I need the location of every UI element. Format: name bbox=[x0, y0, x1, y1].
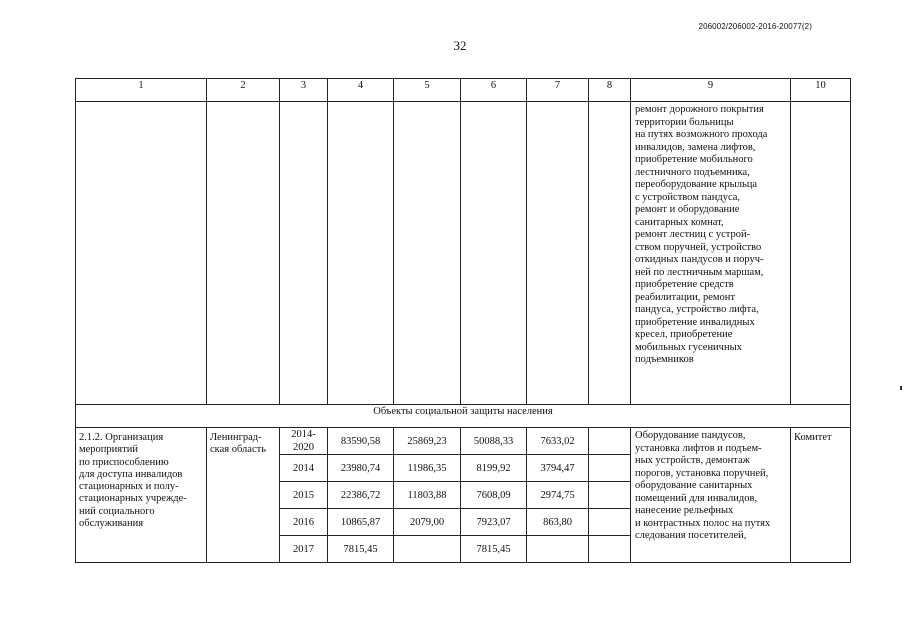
amount-cell: 2079,00 bbox=[394, 509, 461, 536]
table-cell bbox=[791, 102, 851, 405]
section-row bbox=[76, 405, 851, 428]
amount-cell: 7608,09 bbox=[461, 482, 527, 509]
continued-description bbox=[635, 104, 787, 367]
amount-cell bbox=[589, 482, 631, 509]
text-line: обслуживания bbox=[79, 518, 144, 530]
table-cell bbox=[76, 102, 207, 405]
amount-cell bbox=[589, 428, 631, 455]
text-line: приобретение инвалидных bbox=[635, 316, 755, 328]
amount-cell: 11803,88 bbox=[394, 482, 461, 509]
column-header: 10 bbox=[791, 79, 851, 102]
table-cell bbox=[527, 102, 589, 405]
text-line: следования посетителей, bbox=[635, 530, 747, 541]
amount-cell bbox=[394, 536, 461, 563]
data-table bbox=[75, 78, 851, 563]
amount-cell: 8199,92 bbox=[461, 455, 527, 482]
text-line: с устройством пандуса, bbox=[635, 191, 741, 203]
item-description bbox=[635, 430, 787, 543]
text-line: лестничного подъемника, bbox=[635, 166, 750, 178]
text-line: мероприятий bbox=[79, 444, 138, 456]
column-header: 4 bbox=[328, 79, 394, 102]
text-line: откидных пандусов и поруч- bbox=[635, 254, 764, 265]
text-line: на путях возможного прохода bbox=[635, 129, 768, 140]
text-line: санитарных комнат, bbox=[635, 216, 724, 228]
amount-cell: 7815,45 bbox=[328, 536, 394, 563]
amount-cell bbox=[527, 536, 589, 563]
amount-cell: 50088,33 bbox=[461, 428, 527, 455]
item-region bbox=[210, 432, 276, 457]
period-cell: 2016 bbox=[280, 509, 328, 536]
text-line: подъемников bbox=[635, 354, 694, 365]
amount-cell: 2974,75 bbox=[527, 482, 589, 509]
text-line: кресел, приобретение bbox=[635, 329, 733, 340]
column-header: 3 bbox=[280, 79, 328, 102]
text-line: приобретение мобильного bbox=[635, 154, 753, 165]
table-cell bbox=[207, 102, 280, 405]
period-cell: 2015 bbox=[280, 482, 328, 509]
text-line: стационарных и полу- bbox=[79, 481, 179, 493]
text-line: переоборудование крыльца bbox=[635, 179, 758, 190]
period-cell: 2014- 2020 bbox=[280, 428, 328, 455]
table-cell bbox=[328, 102, 394, 405]
column-header: 8 bbox=[589, 79, 631, 102]
amount-cell: 25869,23 bbox=[394, 428, 461, 455]
amount-cell: 10865,87 bbox=[328, 509, 394, 536]
text-line: ремонт лестниц с устрой- bbox=[635, 229, 751, 240]
amount-cell: 23980,74 bbox=[328, 455, 394, 482]
item-description-cell bbox=[631, 428, 791, 563]
text-line: и контрастных полос на путях bbox=[635, 517, 771, 529]
amount-cell: 3794,47 bbox=[527, 455, 589, 482]
text-line: ней по лестничным маршам, bbox=[635, 266, 764, 278]
amount-cell: 7815,45 bbox=[461, 536, 527, 563]
document-id: 206002/206002-2016-20077(2) bbox=[698, 22, 812, 31]
scan-artifact bbox=[900, 386, 902, 390]
text-line: для доступа инвалидов bbox=[79, 468, 183, 480]
table-cell bbox=[280, 102, 328, 405]
table-cell bbox=[394, 102, 461, 405]
responsible-cell: Комитет bbox=[791, 428, 851, 563]
amount-cell: 11986,35 bbox=[394, 455, 461, 482]
amount-cell bbox=[589, 509, 631, 536]
text-line: ремонт дорожного покрытия bbox=[635, 104, 764, 115]
amount-cell bbox=[589, 455, 631, 482]
text-line: пандуса, устройство лифта, bbox=[635, 304, 759, 315]
text-line: нанесение рельефных bbox=[635, 505, 734, 516]
table-row bbox=[76, 428, 851, 455]
text-line: ская область bbox=[210, 444, 266, 456]
text-line: ных устройств, демонтаж bbox=[635, 455, 750, 466]
column-header: 7 bbox=[527, 79, 589, 102]
text-line: ством поручней, устройство bbox=[635, 241, 762, 253]
column-header: 2 bbox=[207, 79, 280, 102]
period-cell: 2014 bbox=[280, 455, 328, 482]
section-title: Объекты социальной защиты населения bbox=[76, 405, 851, 428]
column-header-row bbox=[76, 79, 851, 102]
item-name bbox=[79, 432, 203, 530]
text-line: инвалидов, замена лифтов, bbox=[635, 141, 756, 153]
text-line: Оборудование пандусов, bbox=[635, 430, 746, 441]
amount-cell: 7923,07 bbox=[461, 509, 527, 536]
text-line: стационарных учрежде- bbox=[79, 493, 187, 505]
amount-cell: 863,80 bbox=[527, 509, 589, 536]
text-line: мобильных гусеничных bbox=[635, 341, 742, 353]
amount-cell bbox=[589, 536, 631, 563]
table-cell bbox=[461, 102, 527, 405]
column-header: 6 bbox=[461, 79, 527, 102]
column-header: 5 bbox=[394, 79, 461, 102]
page-number: 32 bbox=[453, 38, 467, 53]
text-line: реабилитации, ремонт bbox=[635, 291, 736, 303]
column-header: 9 bbox=[631, 79, 791, 102]
item-region-cell bbox=[207, 428, 280, 563]
text-line: ремонт и оборудование bbox=[635, 204, 740, 215]
text-line: установка лифтов и подъем- bbox=[635, 442, 762, 454]
period-cell: 2017 bbox=[280, 536, 328, 563]
continued-description-cell bbox=[631, 102, 791, 405]
text-line: оборудование санитарных bbox=[635, 480, 753, 491]
amount-cell: 22386,72 bbox=[328, 482, 394, 509]
table-cell bbox=[589, 102, 631, 405]
text-line: порогов, установка поручней, bbox=[635, 467, 769, 479]
text-line: 2.1.2. Организация bbox=[79, 432, 164, 443]
text-line: Ленинград- bbox=[210, 432, 262, 443]
text-line: по приспособлению bbox=[79, 456, 169, 468]
column-header: 1 bbox=[76, 79, 207, 102]
continued-row bbox=[76, 102, 851, 405]
amount-cell: 7633,02 bbox=[527, 428, 589, 455]
text-line: помещений для инвалидов, bbox=[635, 492, 758, 504]
amount-cell: 83590,58 bbox=[328, 428, 394, 455]
text-line: приобретение средств bbox=[635, 279, 734, 290]
text-line: территории больницы bbox=[635, 116, 734, 128]
text-line: ний социального bbox=[79, 505, 155, 517]
item-name-cell bbox=[76, 428, 207, 563]
